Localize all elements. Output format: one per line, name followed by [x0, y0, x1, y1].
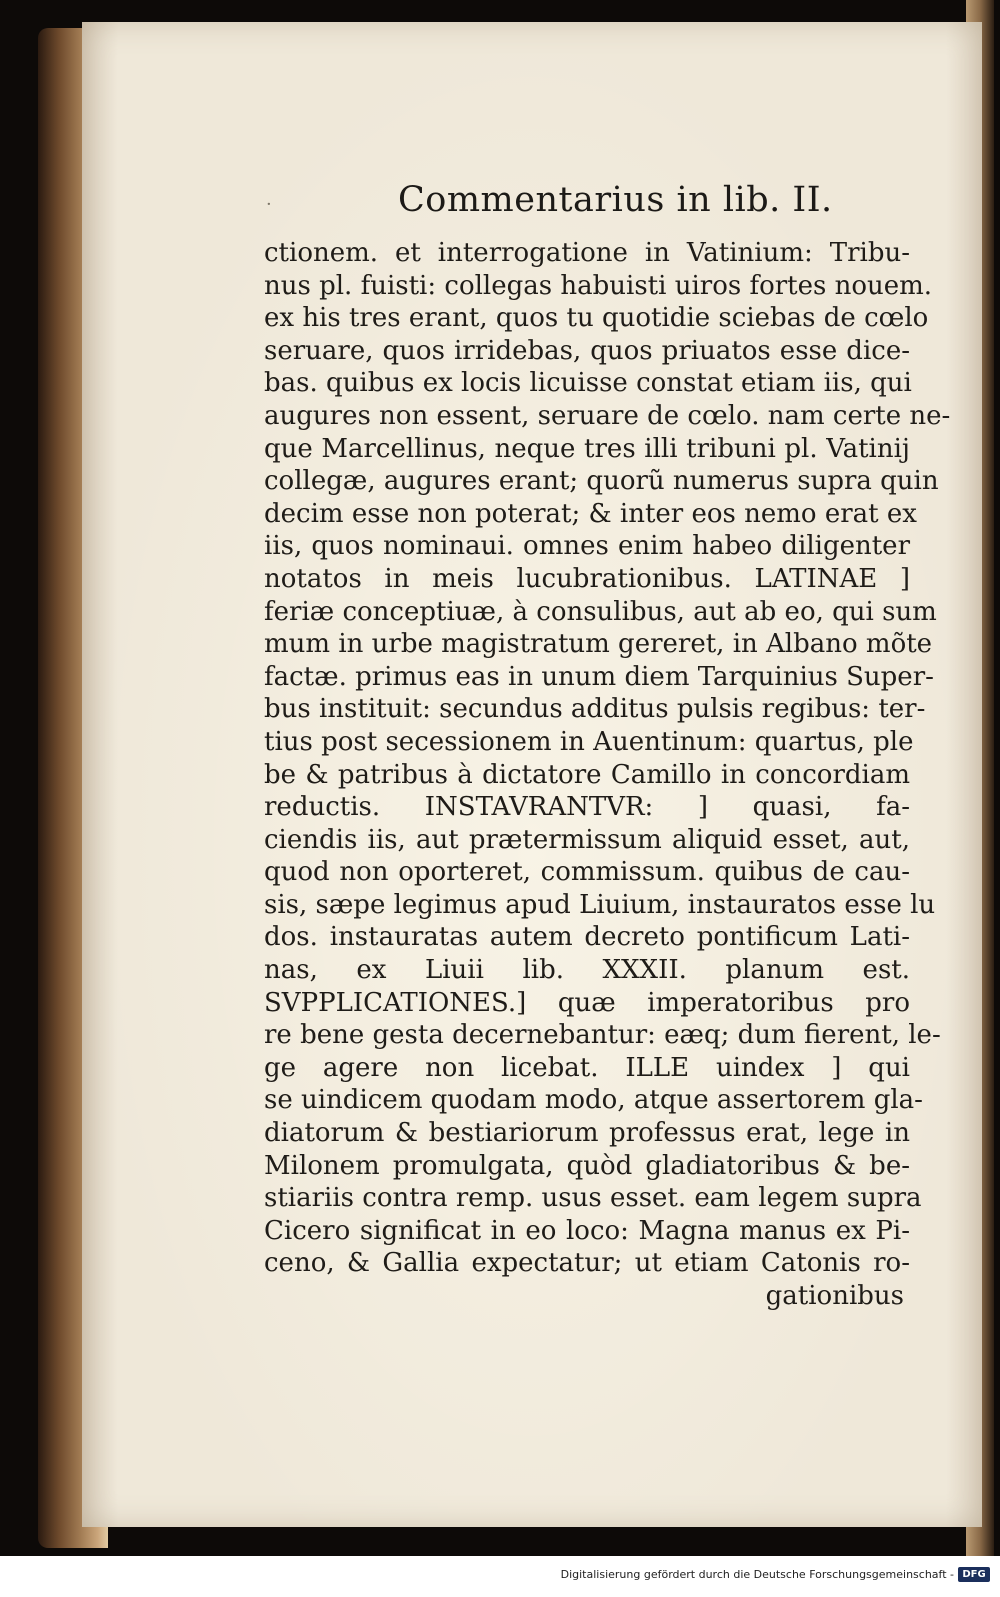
margin-mark: · — [266, 194, 272, 215]
text-line: be & patribus à dictatore Camillo in concordiam — [264, 759, 910, 790]
text-line: ciendis iis, aut prætermissum aliquid esset, aut, — [264, 824, 910, 855]
footer-credit: Digitalisierung gefördert durch die Deutsche Forschungsgemeinschaft - — [560, 1568, 954, 1581]
text-line: reductis. INSTAVRANTVR: ] quasi, fa- — [264, 792, 910, 823]
text-line: sis, sæpe legimus apud Liuium, instauratos esse lu — [264, 889, 936, 920]
text-line: nas, ex Liuii lib. XXXII. planum est. — [264, 955, 910, 986]
dfg-logo: DFG — [958, 1567, 990, 1582]
text-line: re bene gesta decernebantur: eæq; dum fierent, le- — [264, 1020, 941, 1051]
text-line: Milonem promulgata, quòd gladiatoribus & be- — [264, 1150, 910, 1181]
catchword: gationibus — [765, 1281, 904, 1311]
text-line: ex his tres erant, quos tu quotidie sciebas de cœlo — [264, 303, 929, 334]
text-line: ctionem. et interrogatione in Vatinium: Tribu- — [264, 238, 910, 268]
text-line: dos. instauratas autem decreto pontificum Lati- — [264, 922, 910, 953]
text-line: SVPPLICATIONES.] quæ imperatoribus pro — [264, 987, 910, 1018]
text-line: feriæ conceptiuæ, à consulibus, aut ab eo, qui sum — [264, 596, 937, 627]
text-line: stiariis contra remp. usus esset. eam legem supra — [264, 1183, 922, 1214]
text-line: decim esse non poterat; & inter eos nemo erat ex — [264, 498, 917, 529]
text-line: Cicero significat in eo loco: Magna manus ex Pi- — [264, 1215, 910, 1246]
footer-bar — [0, 1556, 1000, 1597]
body-text — [264, 237, 951, 1313]
text-line: seruare, quos irridebas, quos priuatos esse dice- — [264, 335, 910, 366]
text-line: ge agere non licebat. ILLE uindex ] qui — [264, 1052, 910, 1083]
text-line: mum in urbe magistratum gereret, in Albano mõte — [264, 629, 933, 660]
text-line: ceno, & Gallia expectatur; ut etiam Catonis ro- — [264, 1248, 910, 1279]
text-line: bas. quibus ex locis licuisse constat etiam iis, qui — [264, 368, 912, 399]
text-line: factæ. primus eas in unum diem Tarquinius Super- — [264, 661, 934, 692]
text-line: que Marcellinus, neque tres illi tribuni pl. Vatinij — [264, 433, 910, 464]
text-line: quod non oporteret, commissum. quibus de cau- — [264, 857, 910, 888]
text-line: iis, quos nominaui. omnes enim habeo diligenter — [264, 531, 910, 562]
text-line: collegæ, augures erant; quorũ numerus supra quin — [264, 466, 939, 497]
text-line: nus pl. fuisti: collegas habuisti uiros fortes nouem. — [264, 270, 933, 301]
text-line: tius post secessionem in Auentinum: quartus, ple — [264, 726, 914, 757]
running-head: Commentarius in lib. II. — [398, 180, 833, 220]
text-line: se uindicem quodam modo, atque assertorem gla- — [264, 1085, 923, 1116]
text-line: bus instituit: secundus additus pulsis regibus: ter- — [264, 694, 926, 725]
text-line: diatorum & bestiariorum professus erat, lege in — [264, 1118, 910, 1149]
text-line: augures non essent, seruare de cœlo. nam certe ne- — [264, 400, 951, 431]
text-line: notatos in meis lucubrationibus. LATINAE ] — [264, 563, 910, 594]
